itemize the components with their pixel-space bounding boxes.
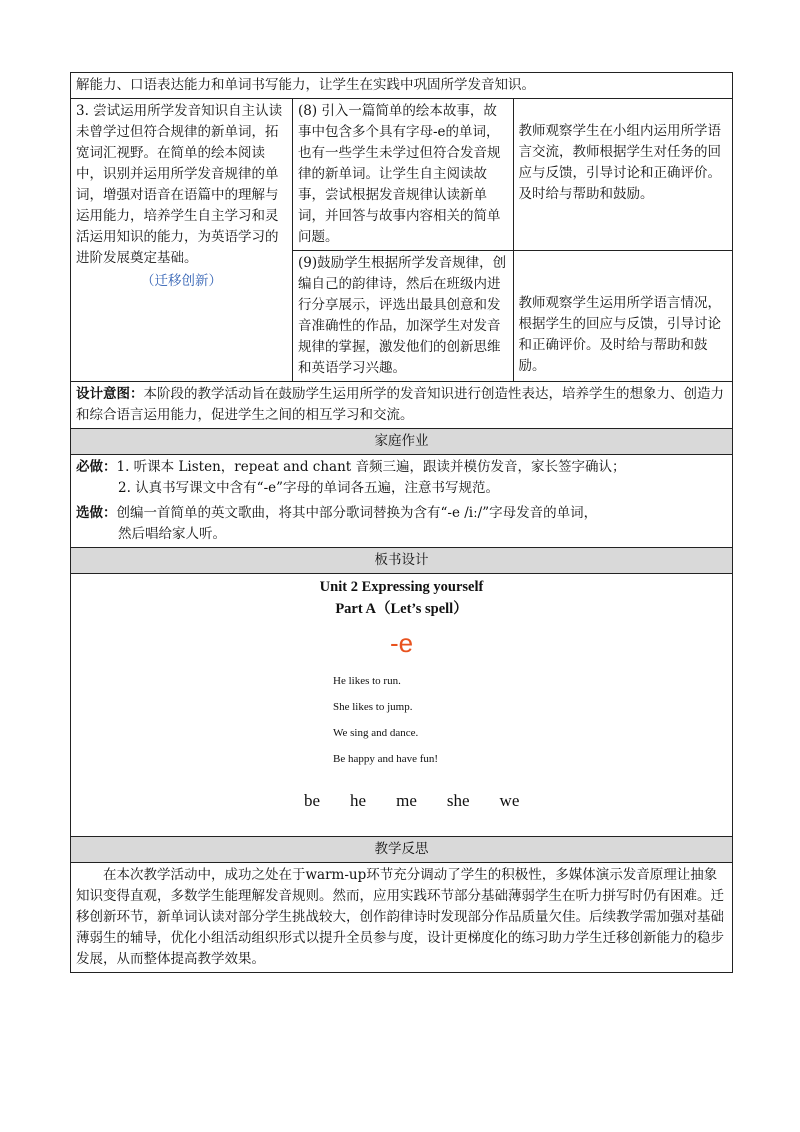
board-words [76,790,727,811]
board-header: 板书设计 [71,548,733,574]
activities-subtable [293,99,733,381]
optional-1: 创编一首简单的英文歌曲，将其中部分歌词替换为含有“-e /iː/”字母发音的单词， [116,505,598,521]
stage3-goal-tag: （迁移创新） [141,273,222,289]
board-sentence: She likes to jump. [333,701,413,713]
homework-row [71,455,733,548]
board-title-part: Part A（Let’s spell） [335,601,468,617]
required-label: 必做： [76,459,117,475]
board-sentences [333,668,727,772]
activity9: (9)鼓励学生根据所学发音规律，创编自己的韵律诗，然后在班级内进行分享展示，评选出最具创意和发音准确性的作品，加深学生对发音规律的掌握，激发他们的创新思维和英语学习兴趣。 [293,251,513,382]
top-row [71,73,733,99]
lesson-plan-table [70,72,733,973]
eval9: 教师观察学生运用所学语言情况，根据学生的回应与反馈，引导讨论和正确评价。及时给与帮助和鼓励。 [518,295,721,374]
homework-header: 家庭作业 [71,429,733,455]
stage3-row [71,99,733,382]
top-row-text: 解能力、口语表达能力和单词书写能力，让学生在实践中巩固所学发音知识。 [71,73,733,99]
required-2: 2. 认真书写课文中含有“-e”字母的单词各五遍，注意书写规范。 [118,480,500,496]
board-letter: -e [389,628,414,658]
stage3-goal-cell [71,99,293,382]
board-word: we [499,791,520,810]
board-title-unit: Unit 2 Expressing yourself [319,579,484,595]
reflection-row [71,863,733,973]
lesson-plan-page [70,72,732,973]
board-word: he [350,791,367,810]
stage3-activities-cell [293,99,733,382]
eval8: 教师观察学生在小组内运用所学语言交流，教师根据学生对任务的回应与反馈，引导讨论和正确评价。及时给与帮助和鼓励。 [518,123,721,202]
reflection-text: 在本次教学活动中，成功之处在于warm-up环节充分调动了学生的积极性，多媒体演示发音原理让抽象知识变得直观，多数学生能理解发音规则。然而，应用实践环节部分基础薄弱学生在听力拼写时仍有困难。迁移创新环节，新单词认读对部分学生挑战较大，创作韵律诗时发现部分作品质量欠佳。后续教学需加强对基础薄弱生的辅导，优化小组活动组织形式以提升全员参与度，设计更梯度化的练习助力学生迁移创新能力的稳步发展，从而整体提高教学效果。 [71,863,733,973]
eval8-cell [513,99,733,251]
board-word: me [396,791,417,810]
stage3-goal: 3. 尝试运用所学发音知识自主认读未曾学过但符合规律的新单词，拓宽词汇视野。在简单的绘本阅读中，识别并运用所学发音规律的单词，增强对语音在语篇中的理解与运用能力，培养学生自主学习和灵活运用知识的能力，为英语学习的进阶发展奠定基础。 [76,103,283,266]
design-intent-row [71,382,733,429]
board-word: be [304,791,321,810]
eval9-cell [513,251,733,382]
board-word: she [446,791,470,810]
required-1: 1. 听课本 Listen，repeat and chant 音频三遍，跟读并模仿发音，家长签字确认； [116,459,626,475]
design-intent-text: 本阶段的教学活动旨在鼓励学生运用所学的发音知识进行创造性表达，培养学生的想象力、创造力和综合语言运用能力，促进学生之间的相互学习和交流。 [76,386,724,423]
board-sentence: Be happy and have fun! [333,753,439,765]
homework-content [71,455,733,548]
activity8: (8) 引入一篇简单的绘本故事，故事中包含多个具有字母-e的单词，也有一些学生未学过但符合发音规律的新单词。让学生自主阅读故事，尝试根据发音规律认读新单词，并回答与故事内容相关的简单问题。 [293,99,513,251]
optional-2: 然后唱给家人听。 [118,526,226,542]
optional-label: 选做： [76,505,117,521]
board-sentence: We sing and dance. [333,727,419,739]
reflection-header: 教学反思 [71,837,733,863]
design-intent-label: 设计意图： [76,386,144,402]
board-row [71,574,733,837]
board-design [71,574,733,837]
design-intent [71,382,733,429]
board-sentence: He likes to run. [333,675,401,687]
